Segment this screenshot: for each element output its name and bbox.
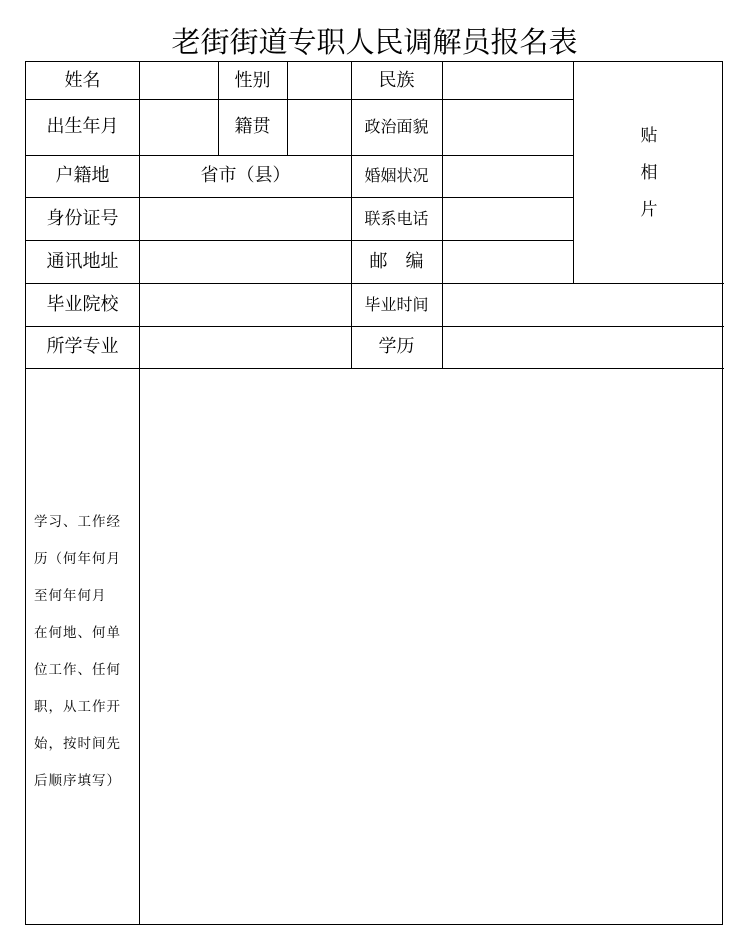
- photo-label-char: 贴: [640, 126, 658, 146]
- address-field[interactable]: [140, 240, 351, 283]
- label-school: 毕业院校: [46, 293, 119, 315]
- history-label-line: 至何年何月: [34, 588, 107, 604]
- gender-field[interactable]: [288, 62, 351, 99]
- school-field[interactable]: [140, 283, 351, 326]
- label-id-number: 身份证号: [46, 207, 119, 229]
- label-phone: 联系电话: [364, 208, 429, 228]
- name-field[interactable]: [140, 62, 218, 99]
- education-field[interactable]: [443, 326, 724, 368]
- label-birth: 出生年月: [46, 116, 119, 137]
- label-name: 姓名: [64, 69, 101, 91]
- history-field[interactable]: [140, 369, 723, 924]
- history-label-line: 历（何年何月: [34, 551, 121, 567]
- native-place-field[interactable]: [288, 99, 351, 155]
- history-label: [34, 504, 138, 800]
- label-marital-status: 婚姻状况: [364, 166, 429, 185]
- label-gender: 性别: [234, 69, 271, 91]
- marital-status-field[interactable]: [443, 155, 573, 197]
- label-major: 所学专业: [46, 336, 119, 357]
- history-label-line: 学习、工作经: [34, 514, 121, 530]
- history-label-line: 在何地、何单: [34, 625, 121, 641]
- birth-field[interactable]: [140, 99, 218, 155]
- photo-label-char: 片: [640, 200, 658, 220]
- registration-form-table: [25, 61, 723, 925]
- photo-label-char: 相: [640, 163, 658, 183]
- id-number-field[interactable]: [140, 197, 351, 240]
- history-label-line: 位工作、任何: [34, 662, 121, 678]
- label-household-location: 户籍地: [55, 165, 110, 186]
- ethnicity-field[interactable]: [443, 62, 573, 99]
- label-graduation-time: 毕业时间: [364, 294, 429, 314]
- label-postcode: 邮 编: [369, 250, 424, 272]
- history-label-line: 职，从工作开: [34, 699, 121, 715]
- phone-field[interactable]: [443, 197, 573, 240]
- label-native-place: 籍贯: [234, 116, 271, 137]
- household-location-field[interactable]: 省市（县）: [200, 165, 291, 186]
- graduation-time-field[interactable]: [443, 283, 724, 326]
- history-label-line: 始，按时间先: [34, 736, 121, 752]
- political-status-field[interactable]: [443, 99, 573, 155]
- label-political-status: 政治面貌: [364, 117, 429, 136]
- major-field[interactable]: [140, 326, 351, 368]
- label-address: 通讯地址: [46, 250, 119, 272]
- history-label-line: 后顺序填写）: [34, 773, 121, 789]
- label-ethnicity: 民族: [378, 69, 415, 91]
- postcode-field[interactable]: [443, 240, 573, 283]
- photo-placeholder[interactable]: [574, 118, 724, 229]
- form-title: 老街街道专职人民调解员报名表: [171, 25, 578, 59]
- label-education: 学历: [378, 336, 415, 357]
